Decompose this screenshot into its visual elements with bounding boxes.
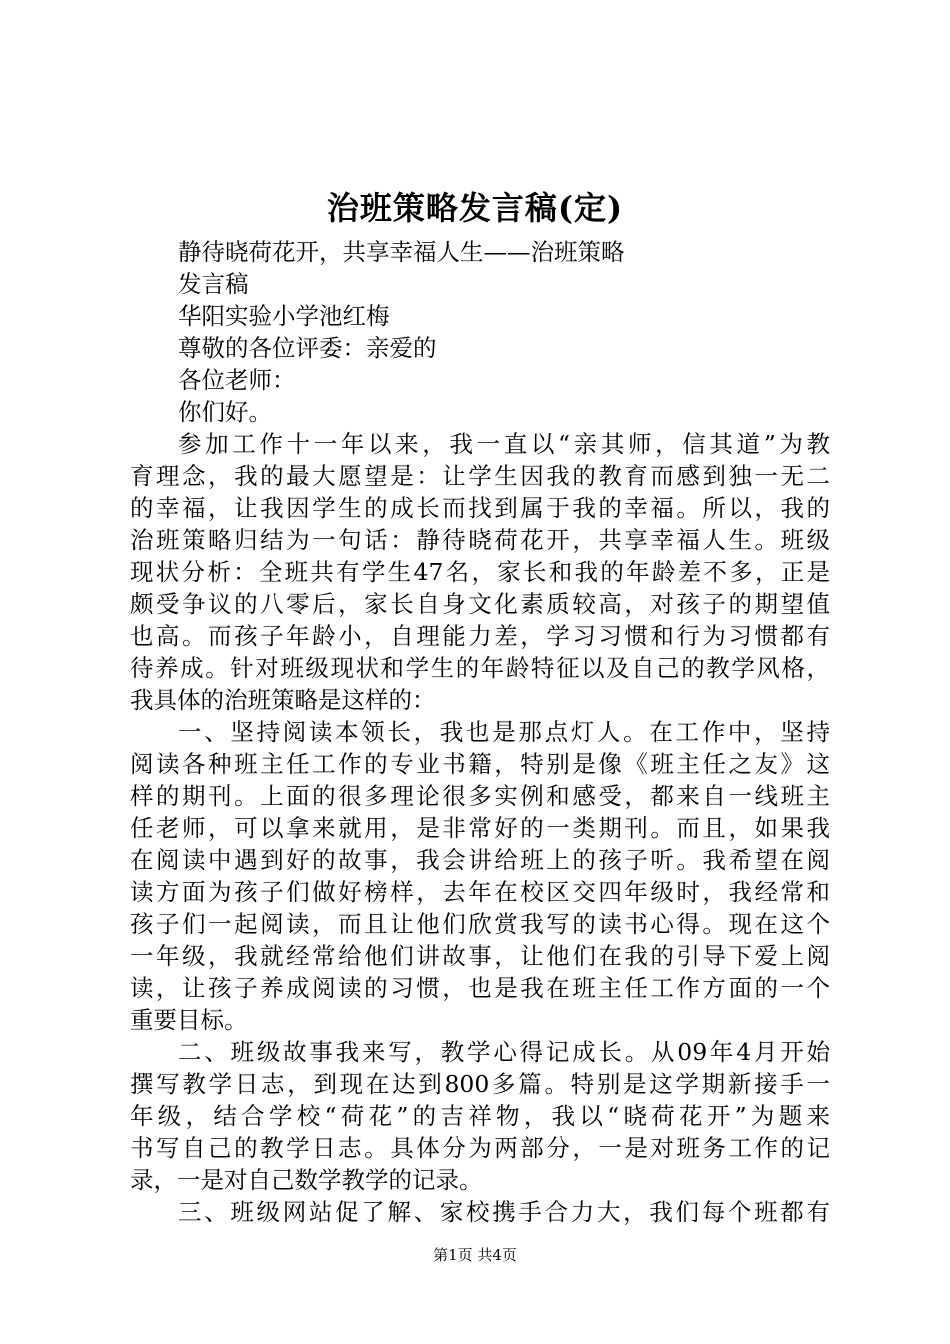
document-title: 治班策略发言稿(定) xyxy=(326,189,624,227)
text-line: 现状分析：全班共有学生47名，家长和我的年龄差不多，正是 xyxy=(130,558,830,586)
text-line: 的幸福，让我因学生的成长而找到属于我的幸福。所以，我的 xyxy=(130,494,830,522)
text-line: 颇受争议的八零后，家长自身文化素质较高，对孩子的期望值 xyxy=(130,590,830,618)
text-line: 书写自己的教学日志。具体分为两部分，一是对班务工作的记 xyxy=(130,1134,830,1162)
text-line: 录，一是对自己数学教学的记录。 xyxy=(130,1166,483,1194)
text-line: 任老师，可以拿来就用，是非常好的一类期刊。而且，如果我 xyxy=(130,814,830,842)
text-line: 孩子们一起阅读，而且让他们欣赏我写的读书心得。现在这个 xyxy=(130,910,830,938)
text-line: 各位老师： xyxy=(178,366,296,394)
text-line: 阅读各种班主任工作的专业书籍，特别是像《班主任之友》这 xyxy=(130,750,830,778)
text-line: 参加工作十一年以来，我一直以“亲其师，信其道”为教 xyxy=(178,430,830,458)
text-line: 重要目标。 xyxy=(130,1006,248,1034)
text-line: 发言稿 xyxy=(178,270,249,298)
text-line: 华阳实验小学池红梅 xyxy=(178,302,390,330)
text-line: 你们好。 xyxy=(178,398,272,426)
text-line: 静待晓荷花开，共享幸福人生——治班策略 xyxy=(178,238,625,266)
text-line: 尊敬的各位评委：亲爱的 xyxy=(178,334,437,362)
page-footer: 第1页 共4页 xyxy=(433,1246,517,1264)
text-line: 一、坚持阅读本领长，我也是那点灯人。在工作中，坚持 xyxy=(178,718,830,746)
document-body xyxy=(130,236,830,1228)
text-line: 治班策略归结为一句话：静待晓荷花开，共享幸福人生。班级 xyxy=(130,526,830,554)
text-line: 撰写教学日志，到现在达到800多篇。特别是这学期新接手一 xyxy=(130,1070,830,1098)
text-line: 读，让孩子养成阅读的习惯，也是我在班主任工作方面的一个 xyxy=(130,974,830,1002)
text-line: 待养成。针对班级现状和学生的年龄特征以及自己的教学风格， xyxy=(130,654,830,682)
text-line: 一年级，我就经常给他们讲故事，让他们在我的引导下爱上阅 xyxy=(130,942,830,970)
text-line: 在阅读中遇到好的故事，我会讲给班上的孩子听。我希望在阅 xyxy=(130,846,830,874)
text-line: 二、班级故事我来写，教学心得记成长。从09年4月开始 xyxy=(178,1038,830,1066)
text-line: 读方面为孩子们做好榜样，去年在校区交四年级时，我经常和 xyxy=(130,878,830,906)
text-line: 年级，结合学校“荷花”的吉祥物，我以“晓荷花开”为题来 xyxy=(130,1102,830,1130)
text-line: 育理念，我的最大愿望是：让学生因我的教育而感到独一无二 xyxy=(130,462,830,490)
text-line: 三、班级网站促了解、家校携手合力大，我们每个班都有 xyxy=(178,1198,830,1226)
text-line: 我具体的治班策略是这样的： xyxy=(130,686,436,714)
text-line: 也高。而孩子年龄小，自理能力差，学习习惯和行为习惯都有 xyxy=(130,622,830,650)
text-line: 样的期刊。上面的很多理论很多实例和感受，都来自一线班主 xyxy=(130,782,830,810)
